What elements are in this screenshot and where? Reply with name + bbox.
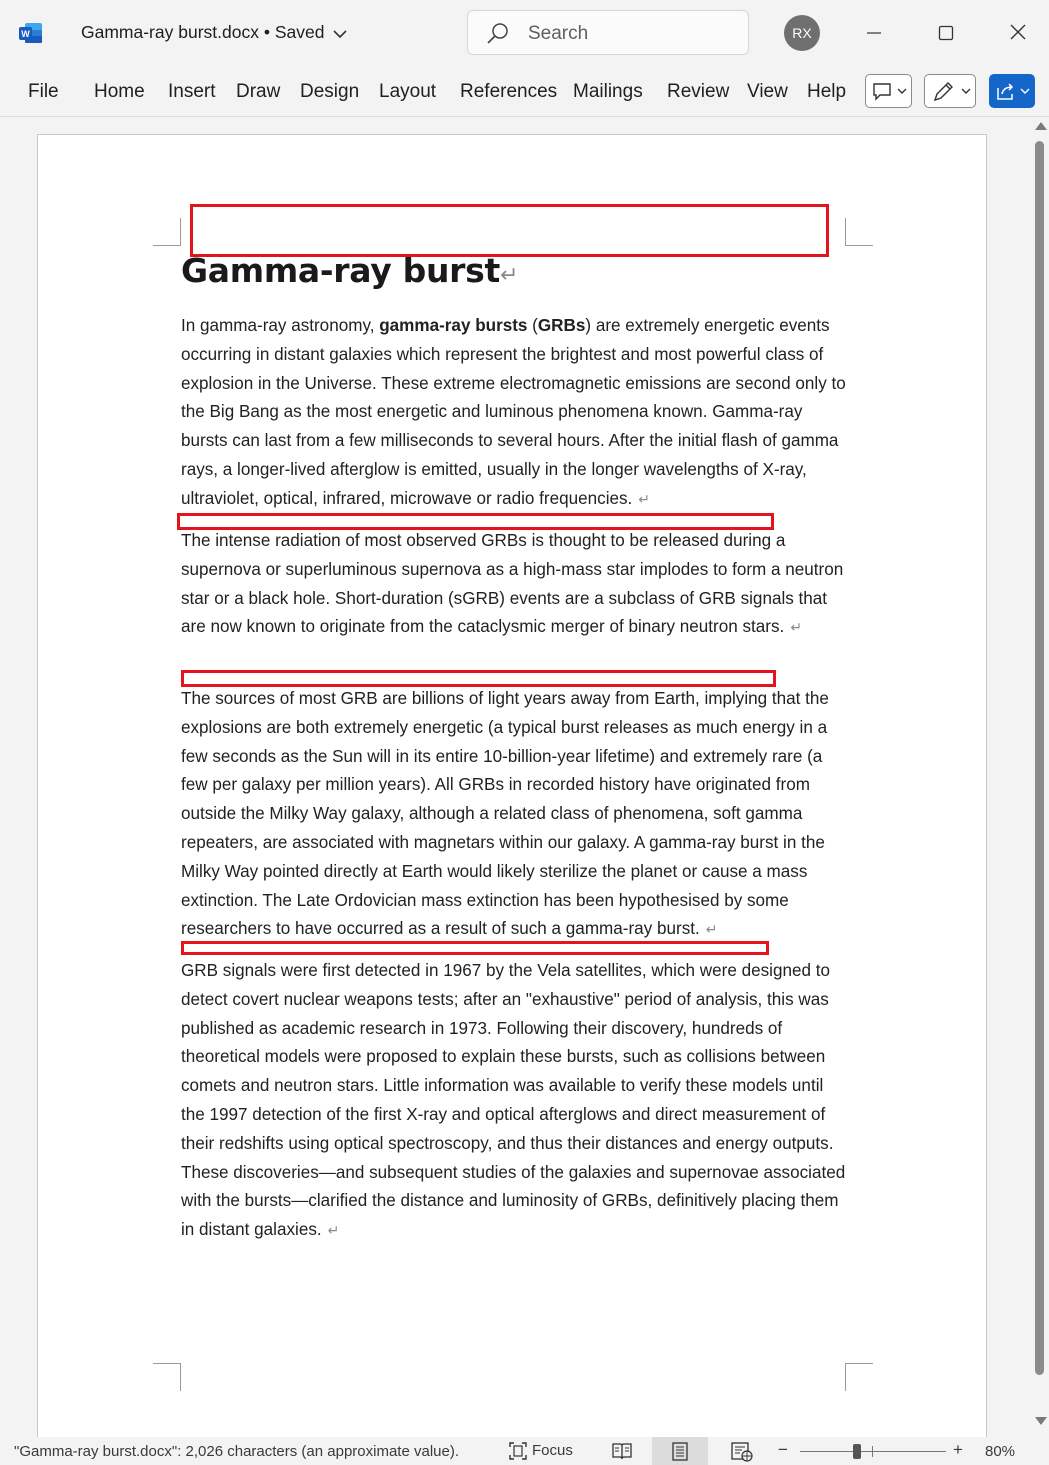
document-canvas (0, 117, 1049, 1437)
tab-mailings[interactable]: Mailings (573, 81, 643, 102)
chevron-down-icon (1020, 88, 1030, 95)
zoom-level[interactable]: 80% (985, 1443, 1016, 1460)
tab-file[interactable]: File (28, 81, 59, 102)
title-separator: • (263, 22, 270, 42)
tab-review[interactable]: Review (667, 81, 730, 102)
tab-draw[interactable]: Draw (236, 81, 281, 102)
scroll-up-arrow[interactable] (1035, 122, 1047, 130)
character-count[interactable]: "Gamma-ray burst.docx": 2,026 characters (an approximate value). (14, 1443, 460, 1460)
tab-view[interactable]: View (747, 81, 788, 102)
close-icon (1010, 18, 1026, 48)
maximize-button[interactable] (931, 18, 961, 48)
share-button[interactable] (989, 74, 1035, 108)
comment-icon (872, 82, 892, 101)
minimize-button[interactable] (859, 18, 889, 48)
zoom-out-button[interactable]: − (778, 1440, 788, 1459)
document-heading (181, 251, 518, 290)
title-bar (0, 0, 1049, 66)
search-icon (486, 22, 510, 51)
word-app-icon (19, 22, 43, 44)
crop-mark (845, 1363, 873, 1391)
chevron-down-icon (333, 23, 347, 44)
paragraph-mark: ↵ (327, 1222, 340, 1239)
chevron-down-icon (961, 88, 971, 95)
focus-label: Focus (532, 1441, 573, 1459)
ribbon-tabs (0, 66, 1049, 117)
paragraph-mark: ↵ (638, 490, 651, 507)
crop-mark (153, 1363, 181, 1391)
share-icon (996, 82, 1016, 101)
highlight-box-header (190, 204, 829, 257)
heading-text: Gamma-ray burst (181, 251, 500, 290)
p3-text: The sources of most GRB are billions of light years away from Earth, implying that the explosions are both extremely energetic (a typical burst releases as much energy in a few seconds as the Sun will in its entire 10-billion-year lifetime) and extremely rare (a few per galaxy per million years). All GRBs in recorded history have originated from outside the Milky Way galaxy, although a related class of phenomena, soft gamma repeaters, are associated with magnetars within our galaxy. A gamma-ray burst in the Milky Way pointed directly at Earth would likely sterilize the planet or cause a mass extinction. The Late Ordovician mass extinction has been hypothesised by some researchers to have occurred as a result of such a gamma-ray burst. (181, 689, 829, 939)
status-bar (0, 1437, 1049, 1465)
tab-insert[interactable]: Insert (168, 81, 216, 102)
document-title[interactable] (81, 22, 347, 44)
print-layout-button[interactable] (652, 1437, 708, 1465)
zoom-slider-track[interactable] (800, 1451, 946, 1452)
zoom-slider-center-tick (872, 1446, 873, 1457)
tab-references[interactable]: References (460, 81, 558, 102)
p4-text: GRB signals were first detected in 1967 by the Vela satellites, which were designed to detect covert nuclear weapons tests; after an "exhaustive" period of analysis, this was published as academic research in 1973. Following their discovery, hundreds of theoretical models were proposed to explain these bursts, such as collisions between comets and neutron stars. Little information was available to verify these models until the 1997 detection of the first X-ray and optical afterglows and direct measurement of their redshifts using optical spectroscopy, and thus their distances and energy outputs. These discoveries—and subsequent studies of the galaxies and supernovae associated with the bursts—clarified the distance and luminosity of GRBs, definitively placing them in distant galaxies. (181, 961, 846, 1240)
p1-bold-abbrev: GRBs (537, 316, 586, 335)
p1-text: ( (527, 316, 538, 335)
document-name: Gamma-ray burst.docx (81, 22, 259, 42)
zoom-in-button[interactable]: + (953, 1440, 963, 1459)
focus-button[interactable] (508, 1441, 573, 1461)
search-placeholder: Search (528, 23, 589, 44)
save-status: Saved (274, 22, 325, 42)
crop-mark (153, 218, 181, 246)
p1-text: In gamma-ray astronomy, (181, 316, 380, 335)
scroll-down-arrow[interactable] (1035, 1417, 1047, 1425)
zoom-slider-thumb[interactable] (853, 1444, 861, 1459)
paragraph-1 (181, 312, 847, 514)
web-layout-icon (731, 1442, 753, 1462)
avatar[interactable]: RX (784, 15, 820, 51)
focus-icon (508, 1441, 528, 1461)
tab-home[interactable]: Home (94, 81, 145, 102)
read-mode-button[interactable] (593, 1437, 649, 1465)
tab-layout[interactable]: Layout (379, 81, 437, 102)
print-layout-icon (671, 1442, 689, 1461)
maximize-icon (938, 18, 954, 48)
paragraph-2 (181, 527, 847, 642)
crop-mark (845, 218, 873, 246)
p1-bold-term: gamma-ray bursts (379, 316, 528, 335)
tab-help[interactable]: Help (807, 81, 847, 102)
comments-button[interactable] (865, 74, 912, 108)
document-page[interactable] (37, 134, 987, 1437)
editing-mode-button[interactable] (924, 74, 976, 108)
paragraph-3 (181, 685, 847, 944)
minimize-icon (866, 18, 882, 48)
vertical-scrollbar[interactable] (1032, 117, 1049, 1437)
svg-text:W: W (21, 29, 30, 39)
close-button[interactable] (1003, 18, 1033, 48)
paragraph-mark: ↵ (790, 619, 803, 636)
chevron-down-icon (897, 88, 907, 95)
read-mode-icon (612, 1442, 632, 1460)
p2-text: The intense radiation of most observed GRBs is thought to be released during a supernova or superluminous supernova as a high-mass star implodes to form a neutron star or a black hole. Short-duration (sGRB) events are a subclass of GRB signals that are now known to originate from the cataclysmic merger of binary neutron stars. (181, 531, 844, 637)
web-layout-button[interactable] (712, 1437, 768, 1465)
tab-design[interactable]: Design (300, 81, 360, 102)
p1-text: ) are extremely energetic events occurring in distant galaxies which represent the brightest and most powerful class of explosion in the Universe. These extreme electromagnetic emissions are second only to the Big Bang as the most energetic and luminous phenomena known. Gamma-ray bursts can last from a few milliseconds to several hours. After the initial flash of gamma rays, a longer-lived afterglow is emitted, usually in the longer wavelengths of X-ray, ultraviolet, optical, infrared, microwave or radio frequencies. (181, 316, 846, 508)
search-box[interactable] (467, 10, 749, 55)
paragraph-mark: ↵ (705, 921, 718, 938)
scroll-thumb[interactable] (1035, 141, 1044, 1375)
pen-icon (931, 80, 955, 104)
paragraph-4 (181, 957, 847, 1245)
paragraph-mark: ↵ (499, 263, 519, 288)
